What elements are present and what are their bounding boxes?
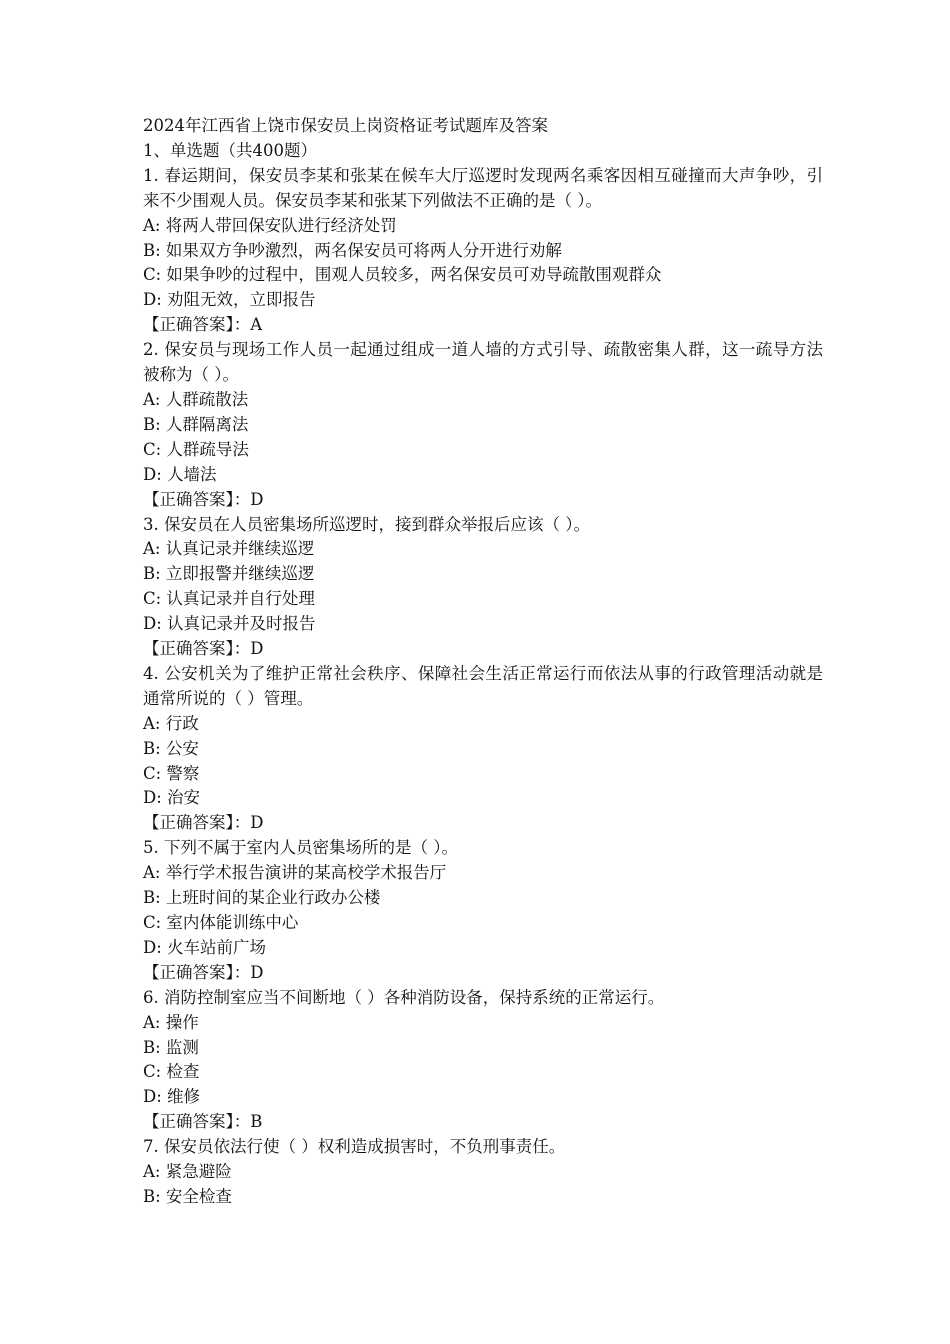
question-item bbox=[143, 513, 823, 662]
correct-answer-label: 【正确答案】： bbox=[143, 1112, 251, 1132]
answer-option: C: 警察 bbox=[143, 763, 200, 783]
question-item bbox=[143, 164, 823, 338]
correct-answer bbox=[143, 488, 823, 513]
section-heading: 1、单选题（共400题） bbox=[143, 140, 317, 160]
answer-option: C: 如果争吵的过程中，围观人员较多，两名保安员可劝导疏散围观群众 bbox=[143, 265, 662, 285]
question-stem: 7. 保安员依法行使（ ）权利造成损害时，不负刑事责任。 bbox=[143, 1137, 566, 1157]
correct-answer-value: D bbox=[250, 489, 264, 509]
question-stem: 6. 消防控制室应当不间断地（ ）各种消防设备，保持系统的正常运行。 bbox=[143, 987, 665, 1007]
correct-answer-label: 【正确答案】： bbox=[143, 489, 251, 509]
answer-option: B: 上班时间的某企业行政办公楼 bbox=[143, 888, 381, 908]
correct-answer bbox=[143, 961, 823, 986]
answer-option: D: 人墙法 bbox=[143, 464, 217, 484]
question-item bbox=[143, 1135, 823, 1210]
correct-answer bbox=[143, 637, 823, 662]
correct-answer-value: D bbox=[250, 962, 264, 982]
correct-answer-label: 【正确答案】： bbox=[143, 962, 251, 982]
correct-answer bbox=[143, 1110, 823, 1135]
correct-answer bbox=[143, 313, 823, 338]
document-page bbox=[143, 114, 823, 1210]
answer-option: C: 检查 bbox=[143, 1062, 200, 1082]
answer-option: B: 如果双方争吵激烈，两名保安员可将两人分开进行劝解 bbox=[143, 240, 562, 260]
answer-option: A: 操作 bbox=[143, 1012, 199, 1032]
question-stem: 4. 公安机关为了维护正常社会秩序、保障社会生活正常运行而依法从事的行政管理活动就是通常所说的（ ）管理。 bbox=[143, 663, 823, 708]
answer-option: B: 立即报警并继续巡逻 bbox=[143, 564, 315, 584]
answer-option: B: 人群隔离法 bbox=[143, 414, 249, 434]
answer-option: A: 行政 bbox=[143, 713, 199, 733]
question-item bbox=[143, 338, 823, 512]
correct-answer-label: 【正确答案】： bbox=[143, 315, 251, 335]
correct-answer bbox=[143, 811, 823, 836]
correct-answer-value: B bbox=[250, 1112, 263, 1132]
question-stem: 2. 保安员与现场工作人员一起通过组成一道人墙的方式引导、疏散密集人群，这一疏导方法被称为（ ）。 bbox=[143, 340, 823, 385]
question-item bbox=[143, 836, 823, 985]
question-list bbox=[143, 164, 823, 1210]
correct-answer-value: D bbox=[250, 639, 264, 659]
answer-option: D: 维修 bbox=[143, 1087, 201, 1107]
answer-option: C: 认真记录并自行处理 bbox=[143, 589, 315, 609]
question-stem: 1. 春运期间，保安员李某和张某在候车大厅巡逻时发现两名乘客因相互碰撞而大声争吵，引来不少围观人员。保安员李某和张某下列做法不正确的是（ ）。 bbox=[143, 165, 823, 210]
answer-option: D: 火车站前广场 bbox=[143, 937, 267, 957]
correct-answer-label: 【正确答案】： bbox=[143, 639, 251, 659]
answer-option: A: 紧急避险 bbox=[143, 1162, 232, 1182]
answer-option: A: 人群疏散法 bbox=[143, 389, 249, 409]
answer-option: C: 室内体能训练中心 bbox=[143, 913, 299, 932]
answer-option: B: 安全检查 bbox=[143, 1186, 232, 1206]
answer-option: B: 公安 bbox=[143, 738, 199, 758]
document-title: 2024年江西省上饶市保安员上岗资格证考试题库及答案 bbox=[143, 116, 548, 135]
question-item bbox=[143, 662, 823, 836]
answer-option: C: 人群疏导法 bbox=[143, 439, 249, 459]
answer-option: D: 认真记录并及时报告 bbox=[143, 614, 316, 634]
answer-option: A: 认真记录并继续巡逻 bbox=[143, 539, 315, 559]
correct-answer-value: D bbox=[250, 813, 264, 833]
answer-option: D: 治安 bbox=[143, 788, 201, 808]
answer-option: A: 将两人带回保安队进行经济处罚 bbox=[143, 215, 397, 235]
question-stem: 3. 保安员在人员密集场所巡逻时，接到群众举报后应该（ ）。 bbox=[143, 514, 590, 534]
question-item bbox=[143, 986, 823, 1135]
correct-answer-label: 【正确答案】： bbox=[143, 813, 251, 833]
answer-option: D: 劝阻无效，立即报告 bbox=[143, 290, 316, 310]
correct-answer-value: A bbox=[250, 315, 263, 335]
answer-option: A: 举行学术报告演讲的某高校学术报告厅 bbox=[143, 863, 447, 883]
question-stem: 5. 下列不属于室内人员密集场所的是（ ）。 bbox=[143, 838, 458, 858]
answer-option: B: 监测 bbox=[143, 1037, 199, 1057]
